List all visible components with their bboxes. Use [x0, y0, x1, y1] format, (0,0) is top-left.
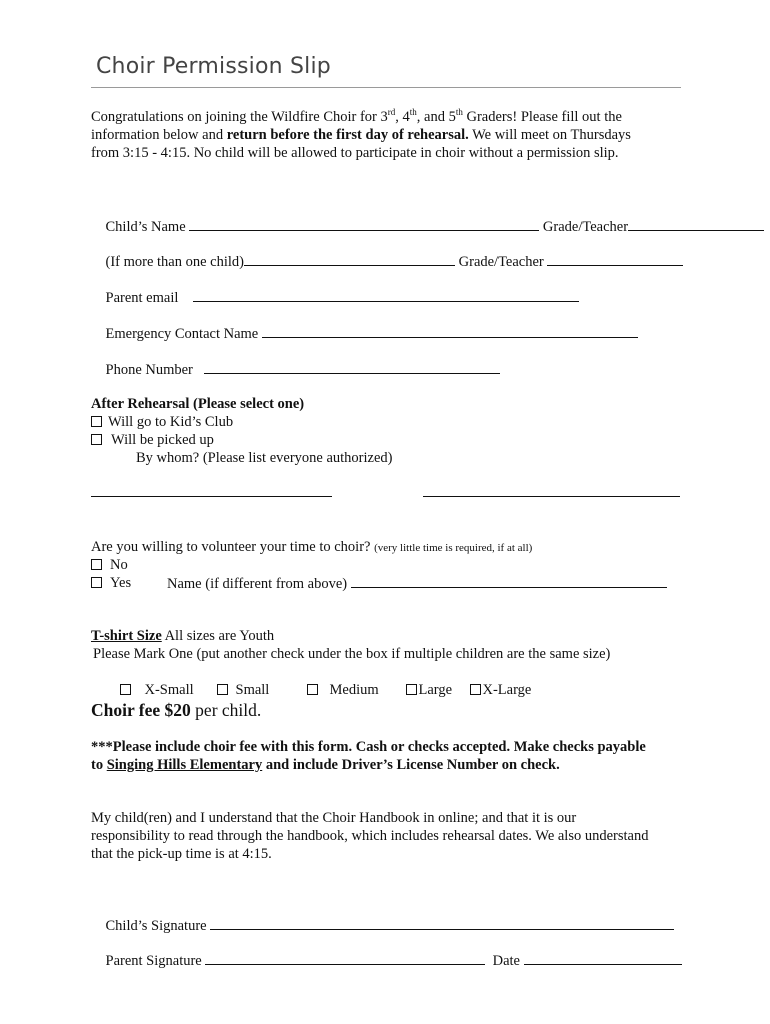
child-name-field[interactable]: [189, 217, 539, 231]
volunteer-yes-checkbox[interactable]: [91, 577, 102, 588]
volunteer-name-row: [167, 574, 667, 593]
page-title: Choir Permission Slip: [96, 54, 331, 79]
volunteer-note: (very little time is required, if at all): [374, 542, 533, 554]
additional-child-label: (If more than one child): [105, 254, 245, 270]
intro-text: information below and: [91, 127, 227, 143]
additional-child-field[interactable]: [244, 252, 455, 266]
phone-number-field[interactable]: [204, 360, 500, 374]
xsmall-label: X-Small: [144, 682, 194, 698]
emergency-contact-label: Emergency Contact Name: [105, 326, 259, 342]
after-rehearsal-heading-text: After Rehearsal (Please select one): [91, 396, 305, 412]
intro-text: We will meet on Thursdays: [468, 127, 631, 143]
agreement-line-3: that the pick-up time is at 4:15.: [91, 846, 272, 862]
after-rehearsal-heading: [91, 395, 304, 413]
sup-th: th: [455, 107, 463, 118]
phone-number-label: Phone Number: [105, 362, 193, 378]
child-signature-field[interactable]: [210, 916, 674, 930]
volunteer-name-field[interactable]: [351, 574, 667, 588]
kids-club-option: [91, 413, 233, 431]
school-name: Singing Hills Elementary: [106, 757, 263, 773]
emergency-contact-field[interactable]: [262, 324, 638, 338]
volunteer-yes-option: [91, 574, 131, 592]
xlarge-label: X-Large: [482, 682, 532, 698]
volunteer-no-label: No: [110, 557, 128, 573]
date-label: Date: [492, 953, 520, 969]
child-name-label: Child’s Name: [105, 219, 186, 235]
kids-club-label: Will go to Kid’s Club: [108, 414, 234, 430]
agreement-line-2: responsibility to read through the handbook, which includes rehearsal dates. We also understand: [91, 828, 649, 844]
small-label: Small: [235, 682, 270, 698]
intro-text: Graders! Please fill out the: [462, 109, 622, 125]
parent-email-field[interactable]: [193, 288, 579, 302]
picked-up-label: Will be picked up: [111, 432, 214, 448]
kids-club-checkbox[interactable]: [91, 416, 102, 427]
intro-text: from 3:15 - 4:15. No child will be allowed to participate in choir without a permission slip.: [91, 145, 619, 161]
xsmall-checkbox[interactable]: [120, 684, 131, 695]
volunteer-question-text: Are you willing to volunteer your time to choir?: [91, 539, 371, 555]
intro-text: , and 5: [416, 109, 456, 125]
medium-checkbox[interactable]: [307, 684, 318, 695]
intro-paragraph: [91, 108, 631, 162]
payment-line-2b: and include Driver’s License Number on check.: [262, 757, 560, 773]
choir-fee-rest: per child.: [190, 700, 262, 720]
tshirt-heading-text: T-shirt Size: [91, 628, 162, 644]
tshirt-sub: All sizes are Youth: [161, 628, 275, 644]
large-checkbox[interactable]: [406, 684, 417, 695]
phone-number-row: [91, 342, 500, 397]
medium-option: [292, 663, 379, 717]
volunteer-no-checkbox[interactable]: [91, 559, 102, 570]
by-whom-label: By whom? (Please list everyone authorized): [136, 450, 393, 466]
grade-teacher-label: Grade/Teacher: [542, 219, 629, 235]
picked-up-checkbox[interactable]: [91, 434, 102, 445]
large-label: Large: [418, 682, 453, 698]
large-option: [391, 663, 452, 717]
payment-instructions: [91, 738, 646, 774]
volunteer-name-label: Name (if different from above): [167, 576, 348, 592]
payment-line-1: ***Please include choir fee with this form. Cash or checks accepted. Make checks payable: [91, 739, 646, 755]
authorized-field-2[interactable]: [423, 496, 680, 497]
picked-up-option: [91, 431, 214, 449]
sup-rd: rd: [387, 107, 396, 118]
parent-email-label: Parent email: [105, 290, 179, 306]
volunteer-yes-label: Yes: [110, 575, 132, 591]
date-field[interactable]: [524, 951, 682, 965]
authorized-field-1[interactable]: [91, 496, 332, 497]
small-checkbox[interactable]: [217, 684, 228, 695]
xlarge-checkbox[interactable]: [470, 684, 481, 695]
parent-signature-row: [91, 933, 682, 988]
medium-label: Medium: [329, 682, 379, 698]
agreement-line-1: My child(ren) and I understand that the Choir Handbook in online; and that it is our: [91, 810, 577, 826]
choir-fee-amount: Choir fee $20: [91, 700, 191, 720]
tshirt-instructions: Please Mark One (put another check under the box if multiple children are the same size): [93, 646, 611, 662]
intro-text: , 4: [395, 109, 410, 125]
payment-line-2a: to: [91, 757, 107, 773]
intro-bold: return before the first day of rehearsal.: [226, 127, 469, 143]
agreement-paragraph: [91, 809, 648, 863]
volunteer-no-option: [91, 556, 128, 574]
title-rule: [91, 87, 681, 88]
parent-signature-label: Parent Signature: [105, 953, 202, 969]
grade-teacher-field[interactable]: [628, 217, 764, 231]
grade-teacher-label-2: Grade/Teacher: [458, 254, 544, 270]
choir-fee: [91, 699, 261, 721]
xlarge-option: [455, 663, 531, 717]
parent-signature-field[interactable]: [205, 951, 485, 965]
grade-teacher-field-2[interactable]: [547, 252, 683, 266]
tshirt-heading: [91, 627, 274, 645]
child-signature-label: Child’s Signature: [105, 918, 207, 934]
volunteer-question: [91, 538, 532, 557]
sup-th: th: [409, 107, 417, 118]
intro-text: Congratulations on joining the Wildfire Choir for 3: [91, 109, 388, 125]
